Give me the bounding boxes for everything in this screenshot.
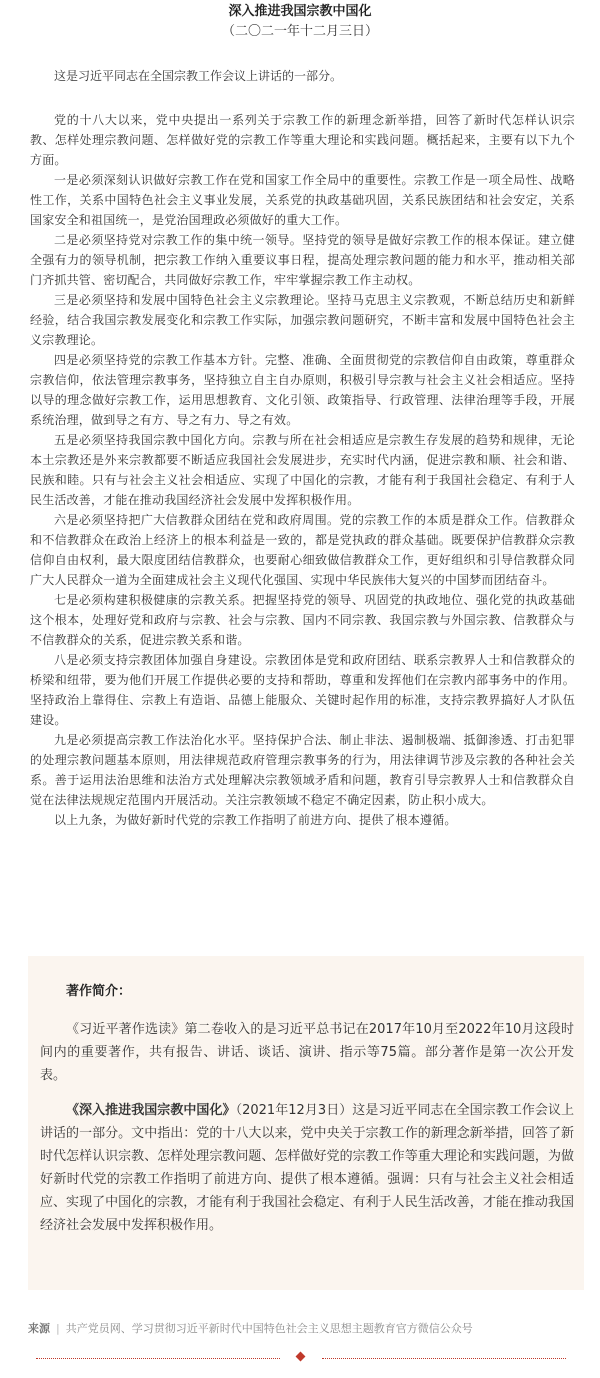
source-text: 共产党员网、学习贯彻习近平新时代中国特色社会主义思想主题教育官方微信公众号 (65, 1322, 473, 1335)
body-paragraph: 六是必须坚持把广大信教群众团结在党和政府周围。党的宗教工作的本质是群众工作。信教群众和不信教群众在政治上经济上的根本利益是一致的，都是党执政的群众基础。既要保护信教群众宗教信仰自由权利，最大限度团结信教群众，也要耐心细致做信教群众工作，更好组织和引导信教群众同广大人民群众一道为全面建成社会主义现代化强国、实现中华民族伟大复兴的中国梦而团结奋斗。 (30, 513, 575, 587)
footer-divider-right (322, 1358, 566, 1359)
article-intro: 这是习近平同志在全国宗教工作会议上讲话的一部分。 (54, 69, 343, 83)
body-paragraph: 一是必须深刻认识做好宗教工作在党和国家工作全局中的重要性。宗教工作是一项全局性、战略性工作，关系中国特色社会主义事业发展，关系党的执政基础巩固，关系民族团结和社会安定，关系国家安全和祖国统一，是党治国理政必须做好的重大工作。 (30, 173, 575, 227)
source-label: 来源 (28, 1322, 50, 1335)
article-body (30, 110, 575, 830)
source-separator: | (56, 1322, 60, 1335)
body-paragraph: 以上九条，为做好新时代党的宗教工作指明了前进方向、提供了根本遵循。 (54, 813, 457, 827)
profile-heading: 著作简介： (66, 984, 132, 999)
profile-paragraph: 《习近平著作选读》第二卷收入的是习近平总书记在2017年10月至2022年10月这段时间内的重要著作，共有报告、讲话、谈话、演讲、指示等75篇。部分著作是第一次公开发表。 (40, 1022, 574, 1083)
body-paragraph: 党的十八大以来，党中央提出一系列关于宗教工作的新理念新举措，回答了新时代怎样认识宗教、怎样处理宗教问题、怎样做好党的宗教工作等重大理论和实践问题。概括起来，主要有以下九个方面。 (30, 113, 575, 167)
profile-book-title: 《深入推进我国宗教中国化》 (66, 1103, 236, 1118)
article-date: （二〇二一年十二月三日） (221, 24, 378, 39)
profile-paragraph (40, 1099, 574, 1237)
body-paragraph: 二是必须坚持党对宗教工作的集中统一领导。坚持党的领导是做好宗教工作的根本保证。建立健全强有力的领导机制，把宗教工作纳入重要议事日程，提高处理宗教问题的能力和水平，推动相关部门齐抓共管、密切配合，共同做好宗教工作，牢牢掌握宗教工作主动权。 (30, 233, 575, 287)
body-paragraph: 八是必须支持宗教团体加强自身建设。宗教团体是党和政府团结、联系宗教界人士和信教群众的桥梁和纽带，要为他们开展工作提供必要的支持和帮助，尊重和发挥他们在宗教内部事务中的作用。坚持政治上靠得住、宗教上有造诣、品德上能服众、关键时起作用的标准，支持宗教界搞好人才队伍建设。 (30, 653, 575, 727)
source-line (28, 1320, 584, 1338)
article-title: 深入推进我国宗教中国化 (228, 4, 372, 19)
body-paragraph: 九是必须提高宗教工作法治化水平。坚持保护合法、制止非法、遏制极端、抵御渗透、打击犯罪的处理宗教问题基本原则，用法律规范政府管理宗教事务的行为，用法律调节涉及宗教的各种社会关系。善于运用法治思维和法治方式处理解决宗教领域矛盾和问题，教育引导宗教界人士和信教群众自觉在法律法规规定范围内开展活动。关注宗教领域不稳定不确定因素，防止积小成大。 (30, 733, 575, 807)
footer-divider-left (36, 1358, 280, 1359)
body-paragraph: 七是必须构建积极健康的宗教关系。把握坚持党的领导、巩固党的执政地位、强化党的执政基础这个根本，处理好党和政府与宗教、社会与宗教、国内不同宗教、我国宗教与外国宗教、信教群众与不信教群众的关系，促进宗教关系和谐。 (30, 593, 575, 647)
profile-text (40, 1018, 574, 1249)
profile-paragraph-rest: （2021年12月3日）这是习近平同志在全国宗教工作会议上讲话的一部分。文中指出：党的十八大以来，党中央关于宗教工作的新理念新举措，回答了新时代怎样认识宗教、怎样处理宗教问题、怎样做好党的宗教工作等重大理论和实践问题，为做好新时代党的宗教工作指明了前进方向、提供了根本遵循。强调：只有与社会主义社会相适应、实现了中国化的宗教，才能有利于我国社会稳定、有利于人民生活改善，才能在推动我国经济社会发展中发挥积极作用。 (40, 1103, 574, 1233)
body-paragraph: 三是必须坚持和发展中国特色社会主义宗教理论。坚持马克思主义宗教观，不断总结历史和新鲜经验，结合我国宗教发展变化和宗教工作实际，加强宗教问题研究，不断丰富和发展中国特色社会主义宗教理论。 (30, 293, 575, 347)
body-paragraph: 四是必须坚持党的宗教工作基本方针。完整、准确、全面贯彻党的宗教信仰自由政策，尊重群众宗教信仰，依法管理宗教事务，坚持独立自主自办原则，积极引导宗教与社会主义社会相适应。坚持以导的理念做好宗教工作，运用思想教育、文化引领、政策指导、行政管理、法律治理等手段，开展系统治理，做到导之有方、导之有力、导之有效。 (30, 353, 575, 427)
diamond-ornament-icon (296, 1352, 306, 1362)
book-profile-box (28, 956, 584, 1290)
body-paragraph: 五是必须坚持我国宗教中国化方向。宗教与所在社会相适应是宗教生存发展的趋势和规律，无论本土宗教还是外来宗教都要不断适应我国社会发展进步，充实时代内涵，促进宗教和顺、社会和谐、民族和睦。只有与社会主义社会相适应、实现了中国化的宗教，才能有利于我国社会稳定、有利于人民生活改善，才能在推动我国经济社会发展中发挥积极作用。 (30, 433, 575, 507)
